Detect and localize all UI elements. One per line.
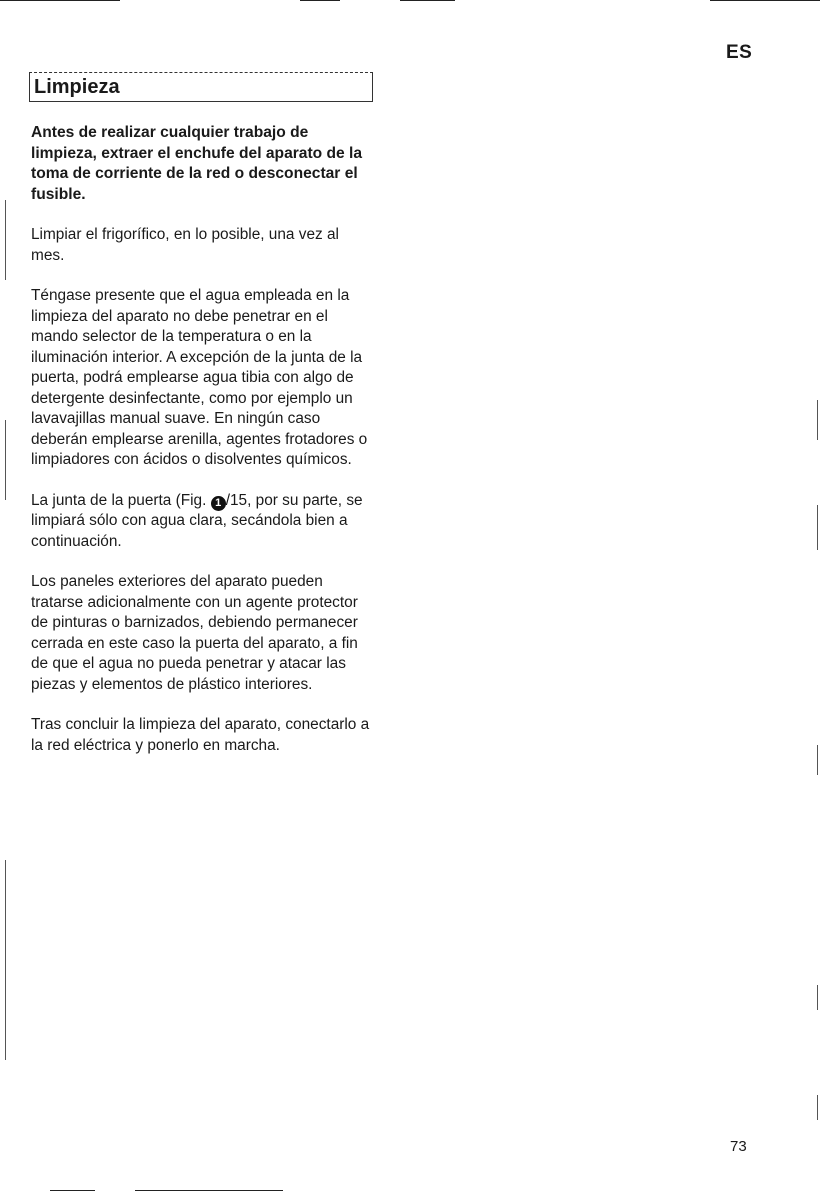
bottom-edge-rule — [50, 1190, 95, 1191]
paragraph-after-cleaning: Tras concluir la limpieza del aparato, conectarlo a la red eléctrica y ponerlo en marcha. — [31, 716, 370, 754]
body-text — [31, 123, 371, 776]
door-seal-text-start: La junta de la puerta (Fig. — [31, 491, 207, 509]
safety-warning: Antes de realizar cualquier trabajo de limpieza, extraer el enchufe del aparato de la toma de corriente de la red o desconectar el fusible. — [31, 124, 363, 203]
door-seal-text-end: /15, por su parte, se limpiará sólo con agua clara, secándola bien a continuación. — [31, 491, 363, 550]
section-heading-box — [29, 72, 373, 102]
language-code: ES — [726, 42, 753, 63]
top-edge-rule — [400, 0, 455, 1]
page-number: 73 — [730, 1138, 747, 1155]
top-edge-rule — [0, 0, 120, 1]
right-edge-mark — [817, 1095, 818, 1120]
right-edge-mark — [817, 505, 818, 550]
paragraph-cleaning-agents: Téngase presente que el agua empleada en la limpieza del aparato no debe penetrar en el mando selector de la temperatura o en la iluminación interior. A excepción de la junta de la puerta, podrá emplearse agua tibia con algo de detergente desinfectante, como por ejemplo un lavavajillas manual suave. En ningún caso deberán emplearse arenilla, agentes frotadores o limpiadores con ácidos o disolventes químicos. — [31, 287, 368, 468]
right-edge-mark — [817, 745, 818, 775]
figure-number-icon: 1 — [211, 496, 226, 511]
right-edge-mark — [817, 400, 818, 440]
left-edge-mark — [5, 420, 6, 500]
right-edge-mark — [817, 985, 818, 1010]
left-edge-mark — [5, 860, 6, 1060]
left-edge-mark — [5, 200, 6, 280]
paragraph-frequency: Limpiar el frigorífico, en lo posible, una vez al mes. — [31, 226, 339, 264]
paragraph-door-seal — [31, 491, 371, 553]
top-edge-rule — [300, 0, 340, 1]
bottom-edge-rule — [135, 1190, 283, 1191]
section-title: Limpieza — [34, 76, 120, 98]
top-edge-rule — [710, 0, 820, 1]
paragraph-exterior-panels: Los paneles exteriores del aparato pueden tratarse adicionalmente con un agente protector de pinturas o barnizados, debiendo permanecer cerrada en este caso la puerta del aparato, a fin de que el agua no pueda penetrar y atacar las piezas y elementos de plástico interiores. — [31, 573, 358, 693]
